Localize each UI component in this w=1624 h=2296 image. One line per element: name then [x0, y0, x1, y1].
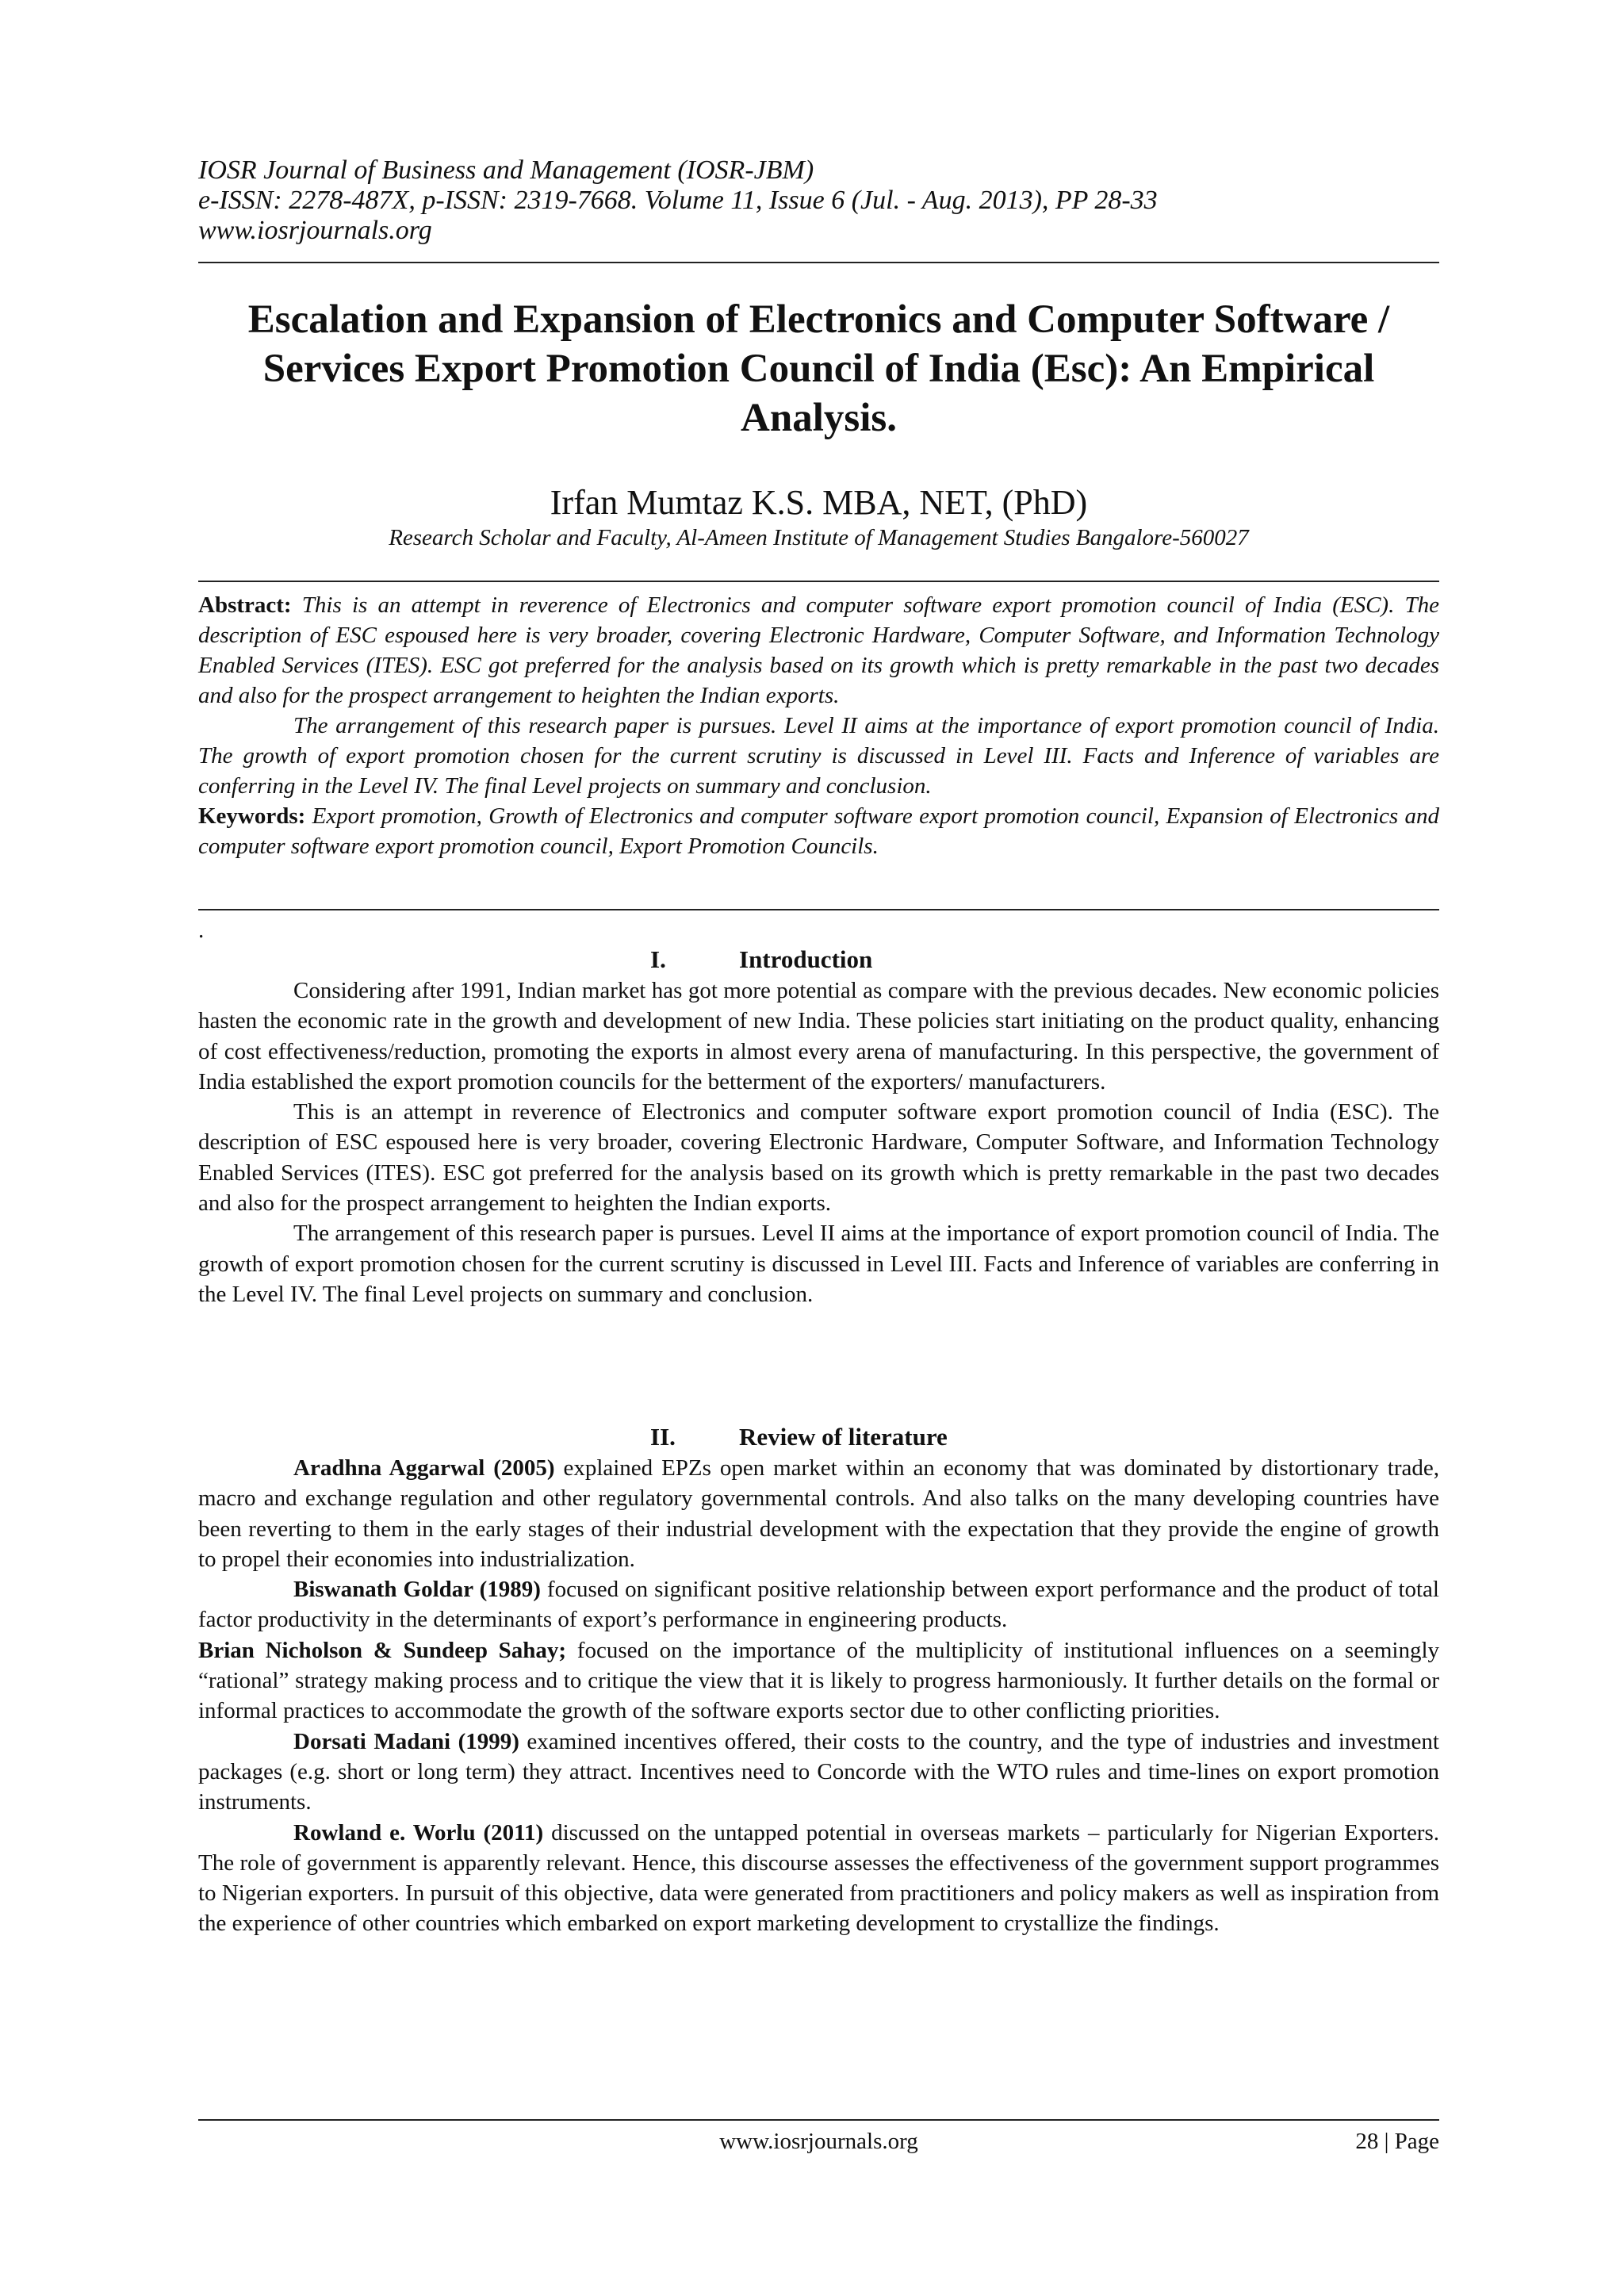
journal-website: www.iosrjournals.org [198, 216, 432, 245]
review-entry [198, 1453, 1439, 1574]
header-rule [198, 262, 1439, 263]
review-text: focused on the importance of the multiplicity of institutional influences on a seemingly “rational” strategy making process and to critique the view that it is likely to progress harmoniously. It further details on the formal or informal practices to accommodate the growth of the software exports sector due to other conflicting priorities. [198, 1637, 1439, 1724]
review-entry [198, 1818, 1439, 1939]
abstract-text: This is an attempt in reverence of Electronics and computer software export promotion council of India (ESC). The description of ESC espoused here is very broader, covering Electronic Hardware, Computer Software, and Information Technology Enabled Services (ITES). ESC got preferred for the analysis based on its growth which is pretty remarkable in the past two decades and also for the prospect arrangement to heighten the Indian exports. [198, 592, 1440, 708]
review-author: Brian Nicholson & Sundeep Sahay; [198, 1637, 567, 1663]
keywords-label: Keywords: [198, 803, 306, 829]
review-author: Dorsati Madani (1999) [293, 1728, 519, 1754]
review-body [198, 1453, 1439, 1939]
review-text: examined incentives offered, their costs to the country, and the type of industries and investment packages (e.g. short or long term) they attract. Incentives need to Concorde with the WTO rules and time-lines on export promotion instruments. [198, 1728, 1439, 1815]
abstract-label: Abstract: [198, 592, 292, 618]
footer-website: www.iosrjournals.org [719, 2129, 918, 2154]
journal-header [198, 155, 1439, 246]
section-number: I. [650, 945, 666, 973]
abstract-block [198, 590, 1439, 861]
abstract-top-rule [198, 581, 1439, 582]
review-author: Biswanath Goldar (1989) [293, 1577, 541, 1603]
paper-affiliation: Research Scholar and Faculty, Al-Ameen Institute of Management Studies Bangalore-560027 [389, 525, 1249, 550]
journal-issn: e-ISSN: 2278-487X, p-ISSN: 2319-7668. Volume 11, Issue 6 (Jul. - Aug. 2013), PP 28-33 [198, 186, 1158, 215]
review-text: explained EPZs open market within an economy that was dominated by distortionary trade, macro and exchange regulation and other regulatory governmental controls. And also talks on the many developing countries have been reverting to them in the early stages of their industrial development with the expectation that they provide the engine of growth to propel their economies into industrialization. [198, 1455, 1439, 1572]
section-number: II. [650, 1423, 676, 1451]
introduction-body [198, 976, 1439, 1309]
intro-paragraph-1: Considering after 1991, Indian market has got more potential as compare with the previous decades. New economic policies hasten the economic rate in the growth and development of new India. These policies start initiating on the product quality, enhancing of cost effectiveness/reduction, promoting the exports in almost every arena of manufacturing. In this perspective, the government of India established the export promotion councils for the betterment of the exporters/ manufacturers. [198, 978, 1439, 1094]
intro-paragraph-2: This is an attempt in reverence of Electronics and computer software export promotion council of India (ESC). The description of ESC espoused here is very broader, covering Electronic Hardware, Computer Software, and Information Technology Enabled Services (ITES). ESC got preferred for the analysis based on its growth which is pretty remarkable in the past two decades and also for the prospect arrangement to heighten the Indian exports. [198, 1099, 1439, 1217]
paper-page [198, 0, 1439, 2296]
intro-paragraph-3: The arrangement of this research paper is pursues. Level II aims at the importance of export promotion council of India. The growth of export promotion chosen for the current scrutiny is discussed in Level III. Facts and Inference of variables are conferring in the Level IV. The final Level projects on summary and conclusion. [198, 1221, 1439, 1307]
journal-name: IOSR Journal of Business and Management (IOSR-JBM) [198, 155, 814, 185]
abstract-bottom-rule [198, 909, 1439, 910]
keywords-text: Export promotion, Growth of Electronics and computer software export promotion council, Expansion of Electronics and computer software export promotion council, Export Promotion Councils. [198, 803, 1439, 859]
paper-author: Irfan Mumtaz K.S. MBA, NET, (PhD) [550, 483, 1088, 522]
stray-dot: . [198, 918, 205, 943]
section-title: Review of literature [739, 1423, 948, 1451]
footer-rule [198, 2119, 1439, 2121]
review-text: discussed on the untapped potential in overseas markets – particularly for Nigerian Exporters. The role of government is apparently relevant. Hence, this discourse assesses the effectiveness of the government support programmes to Nigerian exporters. In pursuit of this objective, data were generated from practitioners and policy makers as well as inspiration from the experience of other countries which embarked on export marketing development to crystallize the findings. [198, 1819, 1440, 1937]
paper-title: Escalation and Expansion of Electronics and Computer Software / Services Export Promotion Council of India (Esc): An Empirical Analysis. [247, 297, 1390, 440]
page-number: 28 | Page [1355, 2129, 1439, 2154]
review-entry [198, 1574, 1439, 1635]
review-author: Aradhna Aggarwal (2005) [293, 1455, 555, 1481]
section-title: Introduction [739, 945, 873, 973]
review-text: focused on significant positive relationship between export performance and the product of total factor productivity in the determinants of export’s performance in engineering products. [198, 1577, 1439, 1633]
abstract-text-2: The arrangement of this research paper is pursues. Level II aims at the importance of export promotion council of India. The growth of export promotion chosen for the current scrutiny is discussed in Level III. Facts and Inference of variables are conferring in the Level IV. The final Level projects on summary and conclusion. [198, 713, 1439, 799]
review-entry [198, 1727, 1439, 1818]
review-author: Rowland e. Worlu (2011) [293, 1819, 544, 1846]
review-entry [198, 1635, 1439, 1727]
